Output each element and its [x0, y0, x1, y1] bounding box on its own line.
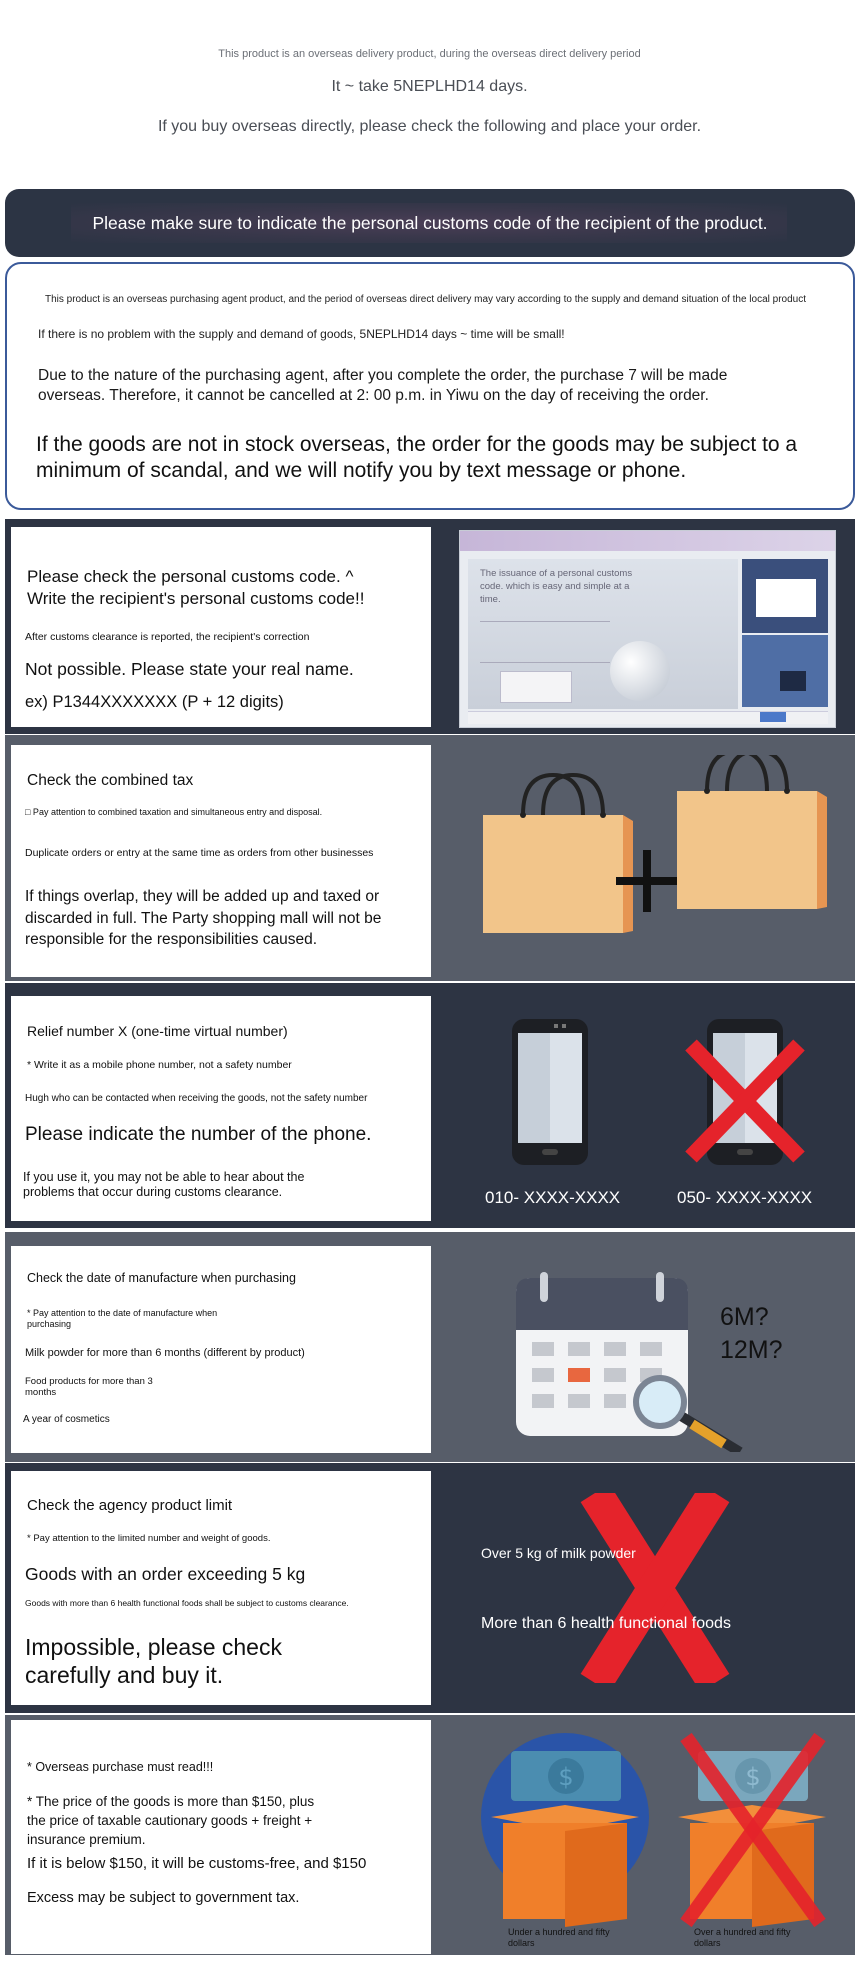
combined-tax-line-3: If things overlap, they will be added up and taxed or discarded in full. The Party shopping mall will not be responsible for the responsibilities caused.	[25, 888, 382, 948]
section-overseas-purchase	[5, 1715, 855, 1955]
overseas-card	[11, 1720, 431, 1954]
customs-title-1: Please check the personal customs code. ^	[27, 567, 354, 586]
limit-line-1: * Pay attention to the limited number and weight of goods.	[27, 1533, 271, 1544]
overseas-line-1: * The price of the goods is more than $150, plus the price of taxable cautionary goods + freight + insurance premium.	[27, 1794, 315, 1847]
manufacture-line-1: * Pay attention to the date of manufacture when purchasing	[27, 1308, 218, 1329]
manufacture-card	[11, 1246, 431, 1453]
notice-line-3: Due to the nature of the purchasing agent, after you complete the order, the purchase 7 will be made overseas. Therefore, it cannot be cancelled at 2: 00 p.m. in Yiwu on the day of receiving the order.	[38, 367, 728, 404]
phone-bad-icon	[685, 1019, 805, 1165]
limit-title: Check the agency product limit	[27, 1497, 233, 1514]
relief-line-4: If you use it, you may not be able to hear about the problems that occur during customs clearance.	[23, 1170, 305, 1199]
manufacture-title: Check the date of manufacture when purchasing	[27, 1271, 296, 1285]
customs-card	[11, 527, 431, 727]
limit-right-2: More than 6 health functional foods	[481, 1615, 731, 1632]
limit-line-4: Impossible, please check carefully and buy it.	[25, 1634, 282, 1688]
notice-line-1: This product is an overseas purchasing agent product, and the period of overseas direct delivery may vary according to the supply and demand situation of the local product	[45, 294, 806, 305]
section-customs-code	[5, 519, 855, 734]
phone-bad-number: 050- XXXX-XXXX	[677, 1188, 813, 1207]
banner-text: Please make sure to indicate the personal customs code of the recipient of the product.	[92, 213, 768, 233]
shopping-bags-icon	[475, 755, 835, 955]
caption-under-150: Under a hundred and fifty dollars	[508, 1927, 610, 1948]
limit-card	[11, 1471, 431, 1705]
limit-line-3: Goods with more than 6 health functional foods shall be subject to customs clearance.	[25, 1598, 349, 1608]
section-product-limit	[5, 1463, 855, 1713]
intro-line-2: It ~ take 5NEPLHD14 days.	[331, 78, 528, 95]
notice-line-4: If the goods are not in stock overseas, the order for the goods may be subject to a minimum of scandal, and we will notify you by text message or phone.	[36, 433, 798, 482]
customs-line-1: After customs clearance is reported, the recipient's correction	[25, 631, 310, 643]
intro-line-3: If you buy overseas directly, please check the following and place your order.	[157, 118, 702, 135]
phone-ok-number: 010- XXXX-XXXX	[485, 1188, 621, 1207]
phone-ok-icon	[510, 1019, 590, 1165]
relief-line-1: * Write it as a mobile phone number, not a safety number	[27, 1059, 292, 1071]
box-over-150-icon	[660, 1727, 840, 1927]
overseas-line-3: Excess may be subject to government tax.	[27, 1890, 300, 1906]
limit-line-2: Goods with an order exceeding 5 kg	[25, 1564, 306, 1584]
big-x-icon	[575, 1493, 735, 1683]
intro-line-1: This product is an overseas delivery product, during the overseas direct delivery period	[218, 48, 641, 60]
relief-title: Relief number X (one-time virtual number)	[27, 1023, 288, 1039]
calendar-icon	[510, 1272, 750, 1452]
combined-tax-line-2: Duplicate orders or entry at the same time as orders from other businesses	[25, 847, 374, 859]
manufacture-line-4: A year of cosmetics	[23, 1414, 110, 1425]
combined-tax-title: Check the combined tax	[27, 772, 194, 789]
combined-tax-card	[11, 745, 431, 977]
caption-over-150: Over a hundred and fifty dollars	[694, 1927, 791, 1948]
manufacture-line-3: Food products for more than 3 months	[25, 1376, 153, 1398]
section-relief-number	[5, 983, 855, 1228]
overseas-title: * Overseas purchase must read!!!	[27, 1760, 214, 1774]
limit-right-1: Over 5 kg of milk powder	[481, 1545, 636, 1561]
label-6m: 6M?	[720, 1303, 769, 1331]
box-under-150-icon	[473, 1727, 653, 1927]
svg-text:$: $	[558, 1763, 574, 1791]
screenshot-headline: The issuance of a personal customs code. which is easy and simple at a time.	[480, 568, 633, 605]
relief-line-3: Please indicate the number of the phone.	[25, 1124, 372, 1145]
manufacture-line-2: Milk powder for more than 6 months (different by product)	[25, 1347, 305, 1359]
label-12m: 12M?	[720, 1336, 783, 1364]
customs-code-banner	[5, 189, 855, 257]
svg-text:$: $	[745, 1763, 761, 1791]
customs-line-3: ex) P1344XXXXXXX (P + 12 digits)	[25, 693, 284, 711]
section-manufacture-date	[5, 1232, 855, 1462]
notice-line-2: If there is no problem with the supply and demand of goods, 5NEPLHD14 days ~ time will be small!	[38, 327, 565, 341]
overseas-line-2: If it is below $150, it will be customs-free, and $150	[27, 1855, 367, 1872]
section-combined-tax	[5, 735, 855, 981]
relief-number-card	[11, 996, 431, 1221]
customs-title-2: Write the recipient's personal customs code!!	[27, 589, 365, 608]
combined-tax-line-1: □ Pay attention to combined taxation and simultaneous entry and disposal.	[25, 807, 323, 817]
customs-line-2: Not possible. Please state your real name.	[25, 659, 354, 679]
customs-site-screenshot	[459, 530, 836, 728]
relief-line-2: Hugh who can be contacted when receiving the goods, not the safety number	[25, 1093, 368, 1104]
